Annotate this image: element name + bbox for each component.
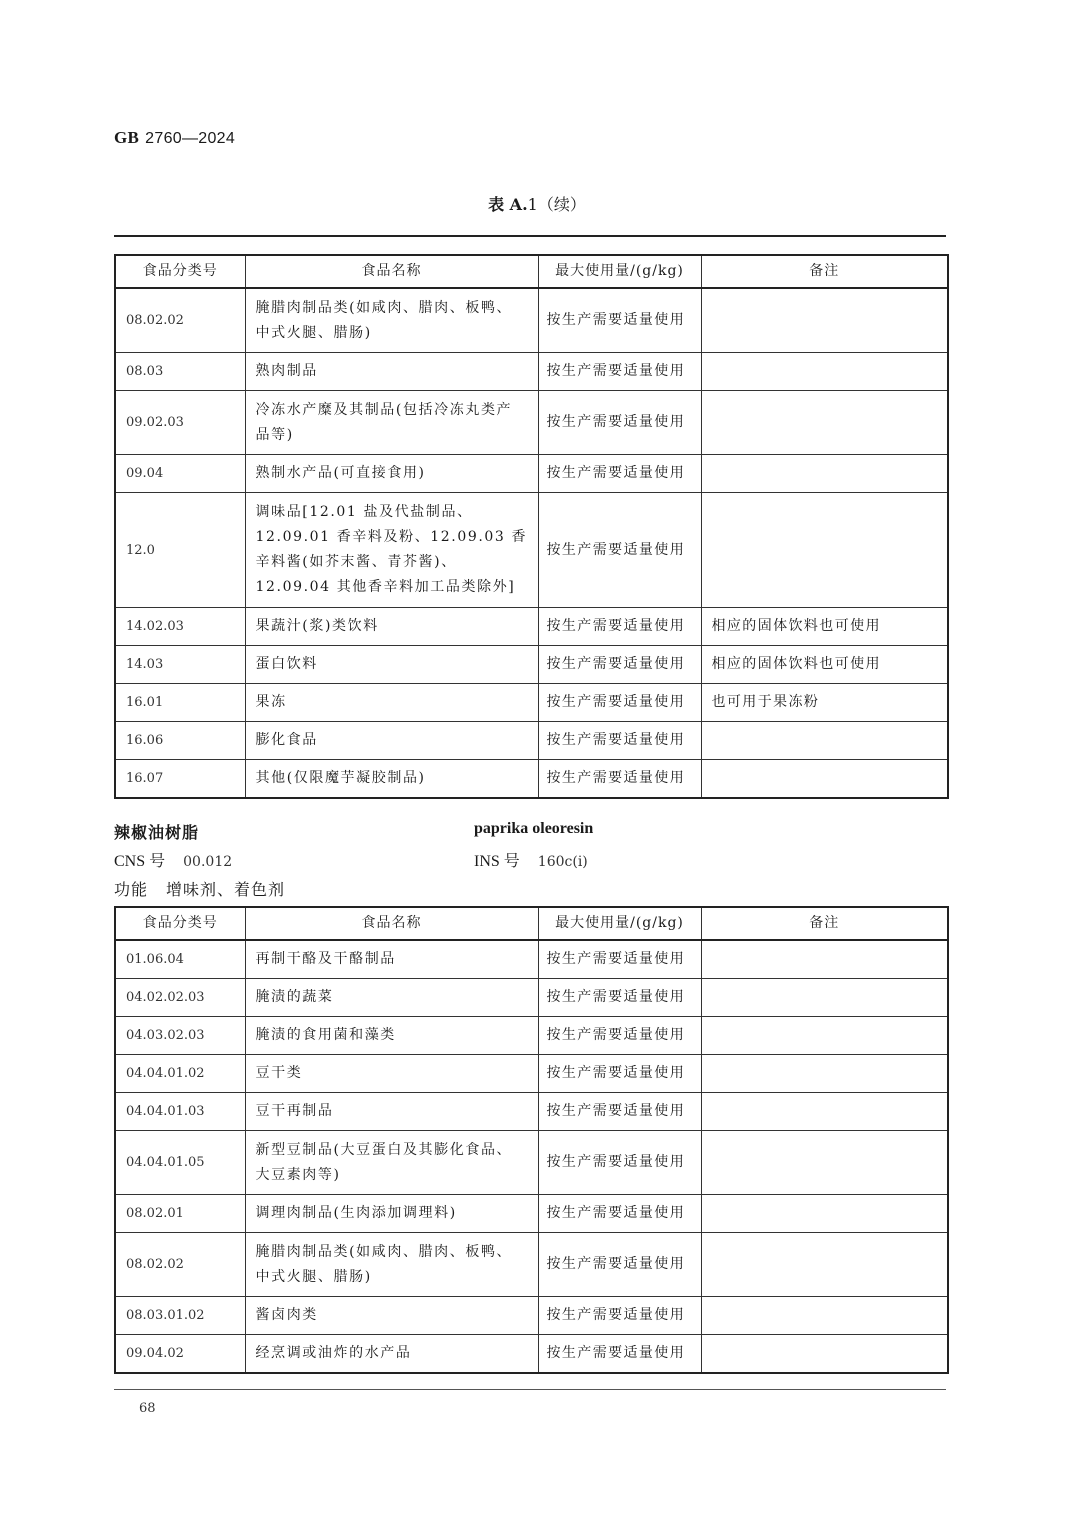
cell-usage: 按生产需要适量使用 [538, 455, 701, 493]
cell-name: 熟制水产品(可直接食用) [245, 455, 538, 493]
cell-code: 04.03.02.03 [115, 1017, 245, 1055]
cell-usage: 按生产需要适量使用 [538, 353, 701, 391]
table-row [115, 979, 948, 1017]
cell-usage: 按生产需要适量使用 [538, 1131, 701, 1195]
cell-note [701, 1233, 948, 1297]
cell-note: 相应的固体饮料也可使用 [701, 646, 948, 684]
cell-code: 09.02.03 [115, 391, 245, 455]
cell-code: 16.07 [115, 760, 245, 799]
cell-note [701, 1055, 948, 1093]
cell-name: 新型豆制品(大豆蛋白及其膨化食品、大豆素肉等) [245, 1131, 538, 1195]
cell-note [701, 1335, 948, 1374]
cell-usage: 按生产需要适量使用 [538, 684, 701, 722]
column-header-name: 食品名称 [245, 907, 538, 940]
cell-usage: 按生产需要适量使用 [538, 493, 701, 608]
cell-usage: 按生产需要适量使用 [538, 722, 701, 760]
cell-usage: 按生产需要适量使用 [538, 1233, 701, 1297]
cell-note [701, 1195, 948, 1233]
cell-name: 腌腊肉制品类(如咸肉、腊肉、板鸭、中式火腿、腊肠) [245, 288, 538, 353]
table-row [115, 455, 948, 493]
usage-table-1 [114, 254, 949, 799]
cell-note [701, 391, 948, 455]
additive-name-en: paprika oleoresin [474, 820, 594, 837]
cell-name: 豆干再制品 [245, 1093, 538, 1131]
cell-name: 酱卤肉类 [245, 1297, 538, 1335]
cell-note [701, 455, 948, 493]
column-header-max-usage: 最大使用量/(g/kg) [538, 255, 701, 288]
function-value: 增味剂、着色剂 [166, 880, 286, 899]
cell-usage: 按生产需要适量使用 [538, 391, 701, 455]
cell-name: 豆干类 [245, 1055, 538, 1093]
table-title [0, 192, 1074, 215]
cell-name: 腌腊肉制品类(如咸肉、腊肉、板鸭、中式火腿、腊肠) [245, 1233, 538, 1297]
cell-usage: 按生产需要适量使用 [538, 1017, 701, 1055]
cell-usage: 按生产需要适量使用 [538, 1335, 701, 1374]
cell-note [701, 1297, 948, 1335]
cell-usage: 按生产需要适量使用 [538, 979, 701, 1017]
table-row [115, 1233, 948, 1297]
page-number: 68 [139, 1401, 156, 1416]
cell-note [701, 940, 948, 979]
column-header-note: 备注 [701, 255, 948, 288]
cell-code: 08.02.02 [115, 1233, 245, 1297]
cell-code: 14.03 [115, 646, 245, 684]
cell-name: 经烹调或油炸的水产品 [245, 1335, 538, 1374]
cell-code: 04.04.01.02 [115, 1055, 245, 1093]
cell-note [701, 1131, 948, 1195]
table-header-row [115, 907, 948, 940]
table-row [115, 493, 948, 608]
cell-code: 12.0 [115, 493, 245, 608]
cell-code: 16.06 [115, 722, 245, 760]
additive-name-cn: 辣椒油树脂 [114, 823, 200, 842]
column-header-code: 食品分类号 [115, 255, 245, 288]
cell-note: 相应的固体饮料也可使用 [701, 608, 948, 646]
table-row [115, 288, 948, 353]
standard-number: 2760—2024 [145, 130, 236, 147]
cell-name: 腌渍的食用菌和藻类 [245, 1017, 538, 1055]
ins-number [474, 848, 588, 871]
table-row [115, 353, 948, 391]
table-title-suffix: （续） [537, 195, 586, 214]
cell-name: 调味品[12.01 盐及代盐制品、12.09.01 香辛料及粉、12.09.03 香辛料酱(如芥末酱、青芥酱)、12.09.04 其他香辛料加工品类除外] [245, 493, 538, 608]
column-header-max-usage: 最大使用量/(g/kg) [538, 907, 701, 940]
cell-note: 也可用于果冻粉 [701, 684, 948, 722]
cell-usage: 按生产需要适量使用 [538, 760, 701, 799]
column-header-code: 食品分类号 [115, 907, 245, 940]
table-row [115, 684, 948, 722]
cns-number [114, 848, 232, 871]
table-row [115, 722, 948, 760]
table-row [115, 391, 948, 455]
table-header-row [115, 255, 948, 288]
footer-rule [114, 1389, 946, 1390]
cell-code: 08.03 [115, 353, 245, 391]
table-title-label: 表 A. [488, 195, 528, 214]
cell-usage: 按生产需要适量使用 [538, 1297, 701, 1335]
cell-name: 调理肉制品(生肉添加调理料) [245, 1195, 538, 1233]
cell-code: 04.04.01.05 [115, 1131, 245, 1195]
cell-note [701, 493, 948, 608]
table-row [115, 1335, 948, 1374]
table-row [115, 940, 948, 979]
column-header-name: 食品名称 [245, 255, 538, 288]
cell-name: 腌渍的蔬菜 [245, 979, 538, 1017]
ins-value: 160c(i) [537, 854, 588, 870]
cell-code: 04.02.02.03 [115, 979, 245, 1017]
table-row [115, 646, 948, 684]
cell-name: 果蔬汁(浆)类饮料 [245, 608, 538, 646]
cell-code: 16.01 [115, 684, 245, 722]
cns-label: CNS 号 [114, 853, 166, 870]
cell-name: 膨化食品 [245, 722, 538, 760]
table-row [115, 1131, 948, 1195]
table-row [115, 1017, 948, 1055]
cell-usage: 按生产需要适量使用 [538, 1195, 701, 1233]
cell-usage: 按生产需要适量使用 [538, 940, 701, 979]
cell-usage: 按生产需要适量使用 [538, 1093, 701, 1131]
cell-note [701, 722, 948, 760]
cell-code: 01.06.04 [115, 940, 245, 979]
function-label: 功能 [114, 880, 149, 899]
cell-note [701, 1017, 948, 1055]
cell-name: 熟肉制品 [245, 353, 538, 391]
table-row [115, 1195, 948, 1233]
cns-value: 00.012 [183, 854, 233, 870]
function [114, 877, 285, 900]
cell-code: 14.02.03 [115, 608, 245, 646]
cell-code: 09.04 [115, 455, 245, 493]
cell-usage: 按生产需要适量使用 [538, 608, 701, 646]
table-title-number: 1 [527, 195, 538, 214]
table-row [115, 1093, 948, 1131]
cell-usage: 按生产需要适量使用 [538, 646, 701, 684]
cell-usage: 按生产需要适量使用 [538, 288, 701, 353]
usage-table-2 [114, 906, 949, 1374]
table-row [115, 1297, 948, 1335]
cell-code: 08.02.01 [115, 1195, 245, 1233]
cell-note [701, 1093, 948, 1131]
cell-note [701, 288, 948, 353]
cell-name: 果冻 [245, 684, 538, 722]
cell-note [701, 353, 948, 391]
standard-code [114, 128, 235, 148]
table-row [115, 1055, 948, 1093]
cell-name: 其他(仅限魔芋凝胶制品) [245, 760, 538, 799]
cell-code: 04.04.01.03 [115, 1093, 245, 1131]
cell-name: 冷冻水产糜及其制品(包括冷冻丸类产品等) [245, 391, 538, 455]
cell-usage: 按生产需要适量使用 [538, 1055, 701, 1093]
cell-code: 09.04.02 [115, 1335, 245, 1374]
cell-name: 再制干酪及干酪制品 [245, 940, 538, 979]
ins-label: INS 号 [474, 853, 520, 870]
standard-prefix: GB [114, 128, 140, 147]
column-header-note: 备注 [701, 907, 948, 940]
cell-name: 蛋白饮料 [245, 646, 538, 684]
table-row [115, 760, 948, 799]
cell-note [701, 979, 948, 1017]
table-row [115, 608, 948, 646]
cell-note [701, 760, 948, 799]
cell-code: 08.02.02 [115, 288, 245, 353]
header-rule [114, 235, 946, 237]
cell-code: 08.03.01.02 [115, 1297, 245, 1335]
